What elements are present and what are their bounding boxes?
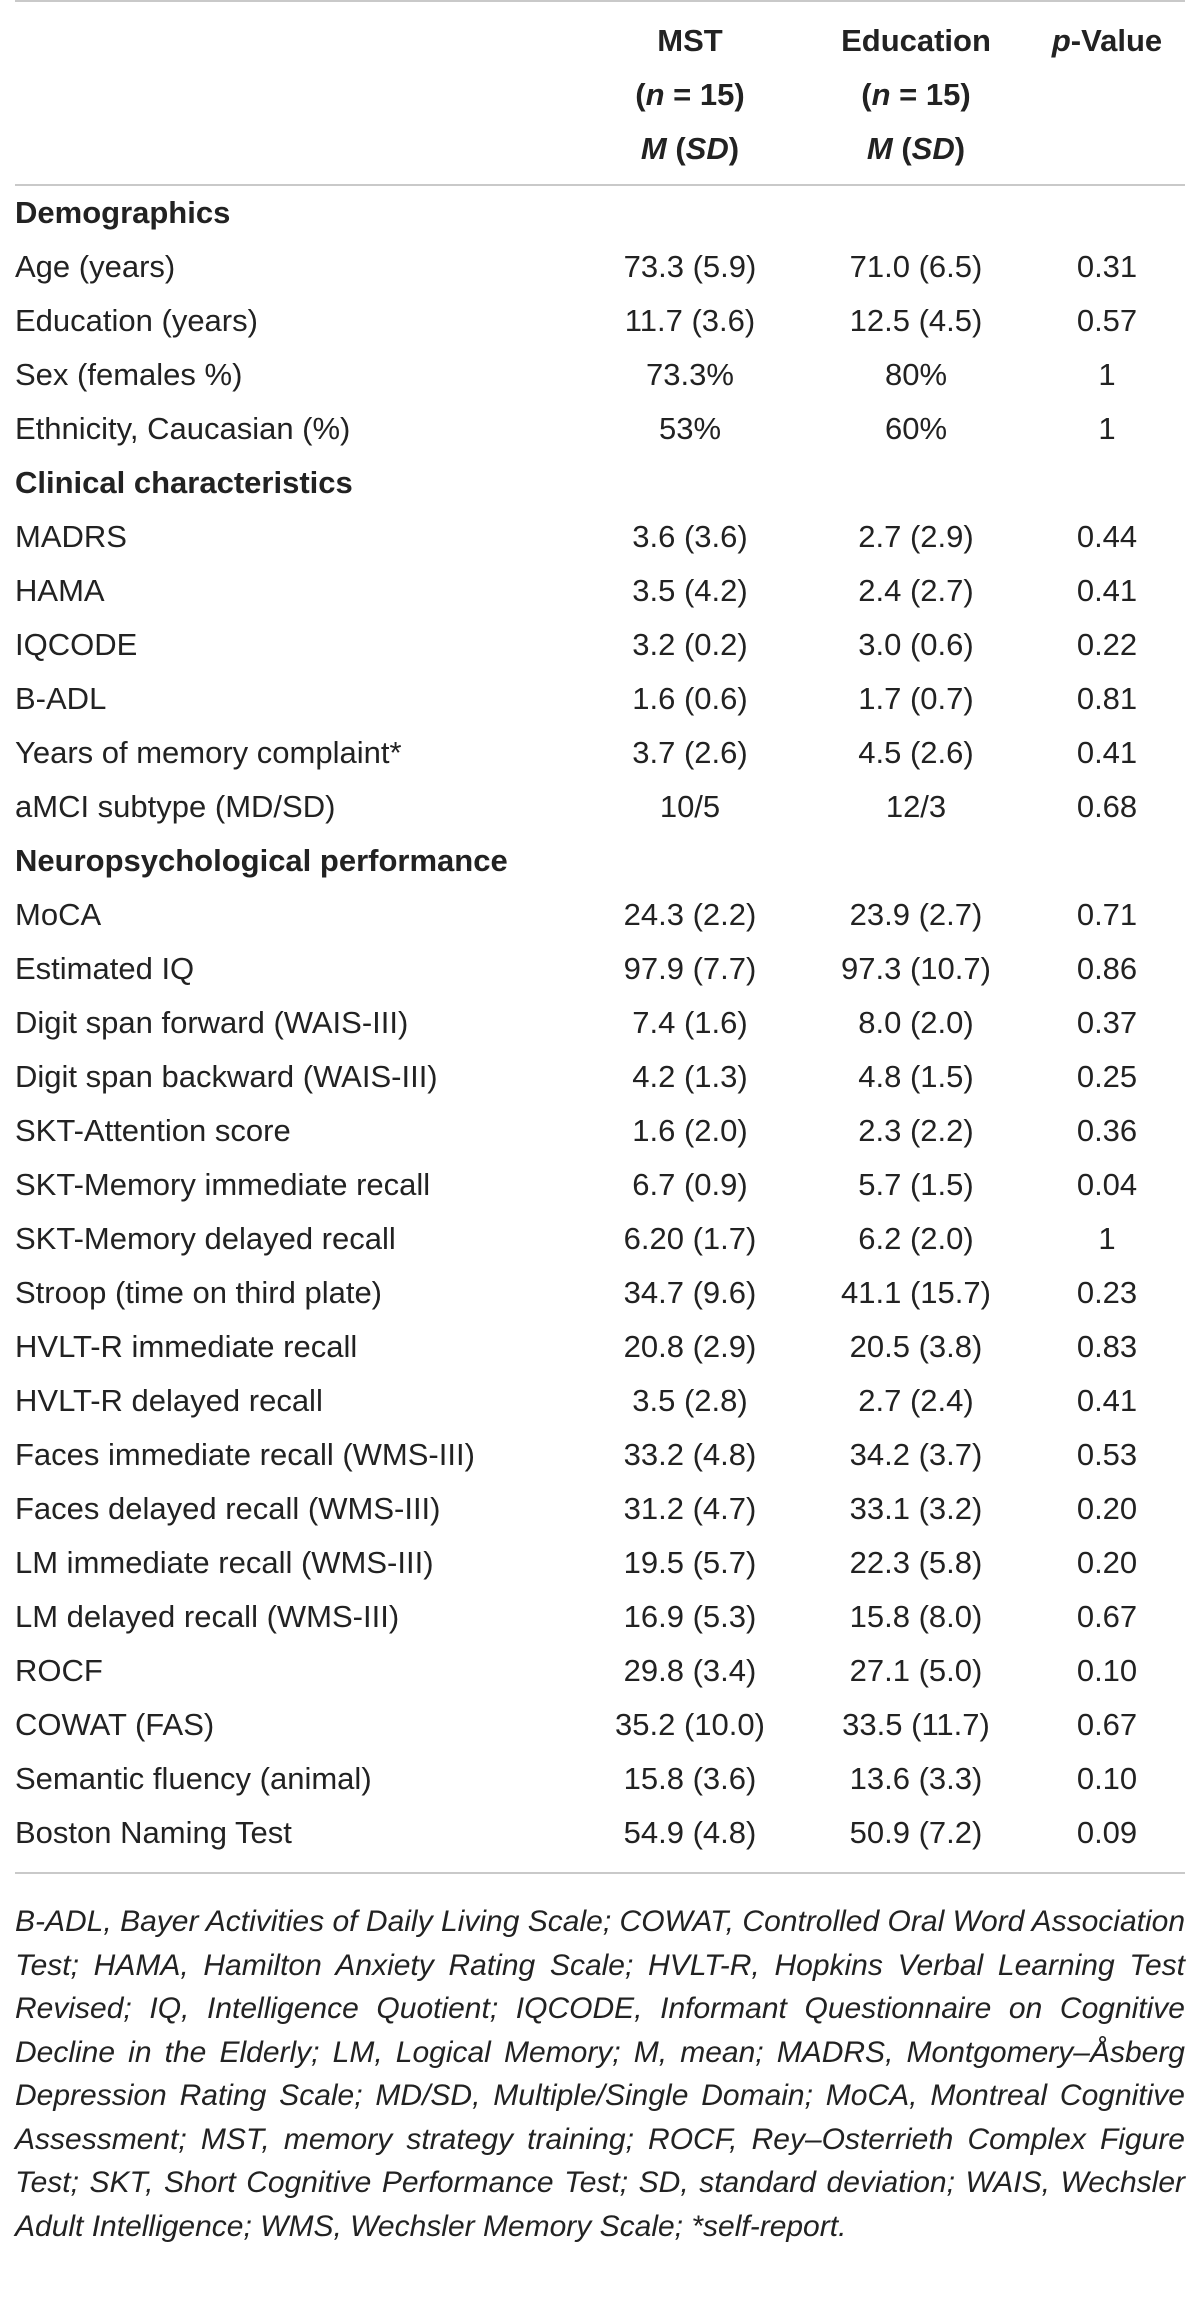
- table-row: [15, 564, 1185, 618]
- row-label: SKT-Attention score: [15, 1113, 291, 1148]
- row-label: HVLT-R delayed recall: [15, 1383, 323, 1418]
- row-label: aMCI subtype (MD/SD): [15, 789, 336, 824]
- table-header: [15, 1, 1185, 185]
- row-label: MoCA: [15, 897, 102, 932]
- mst-value: 31.2 (4.7): [623, 1491, 757, 1526]
- table-row: [15, 1806, 1185, 1860]
- education-value: 13.6 (3.3): [849, 1761, 983, 1796]
- table-row: [15, 888, 1185, 942]
- header-education-stat: M (SD): [866, 131, 966, 166]
- header-blank: [15, 14, 577, 68]
- table-row: [15, 240, 1185, 294]
- mst-value: 1.6 (2.0): [632, 1113, 748, 1148]
- header-mst-stat: M (SD): [640, 131, 740, 166]
- p-value: 0.57: [1076, 303, 1138, 338]
- row-label: Faces delayed recall (WMS-III): [15, 1491, 441, 1526]
- table-row: [15, 1590, 1185, 1644]
- header-p-value: p-Value: [1051, 23, 1163, 58]
- p-value: 0.36: [1076, 1113, 1138, 1148]
- p-value: 1: [1098, 357, 1116, 392]
- p-value: 0.41: [1076, 573, 1138, 608]
- education-value: 2.4 (2.7): [858, 573, 974, 608]
- row-label: SKT-Memory delayed recall: [15, 1221, 396, 1256]
- p-value: 0.37: [1076, 1005, 1138, 1040]
- p-value: 0.44: [1076, 519, 1138, 554]
- table-row: [15, 1644, 1185, 1698]
- education-value: 2.7 (2.9): [858, 519, 974, 554]
- education-value: 22.3 (5.8): [849, 1545, 983, 1580]
- p-value: 0.41: [1076, 1383, 1138, 1418]
- table-row: [15, 942, 1185, 996]
- table-row: [15, 510, 1185, 564]
- education-value: 50.9 (7.2): [849, 1815, 983, 1850]
- row-label: SKT-Memory immediate recall: [15, 1167, 431, 1202]
- p-value: 1: [1098, 411, 1116, 446]
- row-label: Stroop (time on third plate): [15, 1275, 383, 1310]
- row-label: Semantic fluency (animal): [15, 1761, 372, 1796]
- row-label: Faces immediate recall (WMS-III): [15, 1437, 475, 1472]
- table-row: [15, 1212, 1185, 1266]
- mst-value: 7.4 (1.6): [632, 1005, 748, 1040]
- p-value: 1: [1098, 1221, 1116, 1256]
- table-row: [15, 1428, 1185, 1482]
- p-value: 0.04: [1076, 1167, 1138, 1202]
- table-row: [15, 1266, 1185, 1320]
- education-value: 27.1 (5.0): [849, 1653, 983, 1688]
- education-value: 2.7 (2.4): [858, 1383, 974, 1418]
- mst-value: 54.9 (4.8): [623, 1815, 757, 1850]
- table-row: [15, 1482, 1185, 1536]
- mst-value: 24.3 (2.2): [623, 897, 757, 932]
- row-label: LM delayed recall (WMS-III): [15, 1599, 400, 1634]
- row-label: Ethnicity, Caucasian (%): [15, 411, 351, 446]
- education-value: 5.7 (1.5): [858, 1167, 974, 1202]
- section-header-row: [15, 834, 1185, 888]
- section-header-row: [15, 456, 1185, 510]
- p-value: 0.20: [1076, 1545, 1138, 1580]
- p-value: 0.86: [1076, 951, 1138, 986]
- p-value: 0.67: [1076, 1599, 1138, 1634]
- education-value: 15.8 (8.0): [849, 1599, 983, 1634]
- row-label: LM immediate recall (WMS-III): [15, 1545, 434, 1580]
- mst-value: 3.7 (2.6): [632, 735, 748, 770]
- mst-value: 3.6 (3.6): [632, 519, 748, 554]
- education-value: 33.5 (11.7): [842, 1707, 990, 1742]
- p-value: 0.23: [1076, 1275, 1138, 1310]
- row-label: Digit span backward (WAIS-III): [15, 1059, 438, 1094]
- table-footnote: B-ADL, Bayer Activities of Daily Living Scale; COWAT, Controlled Oral Word Association Test; HAMA, Hamilton Anxiety Rating Scale; HVLT-R, Hopkins Verbal Learning Test Revised; IQ, Intelligence Quotient; IQCODE, Informant Questionnaire on Cognitive Decline in the Elderly; LM, Logical Memory; M, mean; MADRS, Montgomery–Åsberg Depression Rating Scale; MD/SD, Multiple/Single Domain; MoCA, Montreal Cognitive Assessment; MST, memory strategy training; ROCF, Rey–Osterrieth Complex Figure Test; SKT, Short Cognitive Performance Test; SD, standard deviation; WAIS, Wechsler Adult Intelligence; WMS, Wechsler Memory Scale; *self-report.: [15, 1905, 1185, 2243]
- row-label: B-ADL: [15, 681, 107, 716]
- mst-value: 15.8 (3.6): [623, 1761, 757, 1796]
- education-value: 60%: [884, 411, 948, 446]
- education-value: 41.1 (15.7): [841, 1275, 991, 1310]
- section-header-row: [15, 185, 1185, 240]
- table-row: [15, 1050, 1185, 1104]
- header-education: Education: [841, 23, 991, 58]
- mst-value: 4.2 (1.3): [632, 1059, 748, 1094]
- education-value: 12.5 (4.5): [849, 303, 983, 338]
- table-row: [15, 780, 1185, 834]
- p-value: 0.10: [1076, 1653, 1138, 1688]
- table-row: [15, 1320, 1185, 1374]
- education-value: 23.9 (2.7): [849, 897, 983, 932]
- row-label: Age (years): [15, 249, 176, 284]
- education-value: 20.5 (3.8): [849, 1329, 983, 1364]
- education-value: 80%: [884, 357, 948, 392]
- row-label: Years of memory complaint*: [15, 735, 402, 770]
- mst-value: 20.8 (2.9): [623, 1329, 757, 1364]
- table-row: [15, 1158, 1185, 1212]
- row-label: IQCODE: [15, 627, 138, 662]
- table-row: [15, 618, 1185, 672]
- mst-value: 97.9 (7.7): [623, 951, 757, 986]
- education-value: 3.0 (0.6): [858, 627, 974, 662]
- education-value: 71.0 (6.5): [849, 249, 983, 284]
- mst-value: 11.7 (3.6): [624, 303, 756, 338]
- row-label: ROCF: [15, 1653, 103, 1688]
- row-label: Digit span forward (WAIS-III): [15, 1005, 409, 1040]
- p-value: 0.83: [1076, 1329, 1138, 1364]
- table-row: [15, 726, 1185, 780]
- table-row: [15, 996, 1185, 1050]
- education-value: 2.3 (2.2): [858, 1113, 974, 1148]
- p-value: 0.25: [1076, 1059, 1138, 1094]
- table-row: [15, 1536, 1185, 1590]
- p-value: 0.68: [1076, 789, 1138, 824]
- table-row: [15, 672, 1185, 726]
- table-row: [15, 1698, 1185, 1752]
- education-value: 4.5 (2.6): [858, 735, 974, 770]
- education-value: 97.3 (10.7): [841, 951, 991, 986]
- mst-value: 73.3 (5.9): [623, 249, 757, 284]
- characteristics-table: [15, 0, 1185, 1874]
- p-value: 0.10: [1076, 1761, 1138, 1796]
- p-value: 0.71: [1076, 897, 1138, 932]
- p-value: 0.09: [1076, 1815, 1138, 1850]
- row-label: COWAT (FAS): [15, 1707, 215, 1742]
- mst-value: 3.5 (2.8): [632, 1383, 748, 1418]
- p-value: 0.31: [1076, 249, 1138, 284]
- p-value: 0.41: [1076, 735, 1138, 770]
- mst-value: 33.2 (4.8): [623, 1437, 757, 1472]
- mst-value: 3.5 (4.2): [632, 573, 748, 608]
- row-label: Sex (females %): [15, 357, 243, 392]
- education-value: 6.2 (2.0): [858, 1221, 974, 1256]
- row-label: MADRS: [15, 519, 127, 554]
- mst-value: 19.5 (5.7): [623, 1545, 757, 1580]
- p-value: 0.22: [1076, 627, 1138, 662]
- table-row: [15, 402, 1185, 456]
- table-row: [15, 1104, 1185, 1158]
- row-label: Boston Naming Test: [15, 1815, 292, 1850]
- mst-value: 73.3%: [646, 357, 734, 392]
- p-value: 0.53: [1076, 1437, 1138, 1472]
- mst-value: 1.6 (0.6): [632, 681, 748, 716]
- row-label: Education (years): [15, 303, 258, 338]
- header-education-n: (n = 15): [861, 77, 971, 112]
- p-value: 0.81: [1076, 681, 1138, 716]
- education-value: 8.0 (2.0): [858, 1005, 974, 1040]
- table-row: [15, 348, 1185, 402]
- mst-value: 29.8 (3.4): [623, 1653, 757, 1688]
- education-value: 34.2 (3.7): [849, 1437, 983, 1472]
- row-label: HVLT-R immediate recall: [15, 1329, 358, 1364]
- table-body: [15, 185, 1185, 1860]
- mst-value: 3.2 (0.2): [632, 627, 748, 662]
- header-mst: MST: [657, 23, 723, 58]
- education-value: 12/3: [885, 789, 947, 824]
- p-value: 0.20: [1076, 1491, 1138, 1526]
- row-label: Estimated IQ: [15, 951, 195, 986]
- table-row: [15, 1752, 1185, 1806]
- table-row: [15, 1374, 1185, 1428]
- section-title: Demographics: [15, 195, 231, 230]
- mst-value: 6.20 (1.7): [623, 1221, 757, 1256]
- education-value: 33.1 (3.2): [849, 1491, 983, 1526]
- header-mst-n: (n = 15): [635, 77, 745, 112]
- mst-value: 16.9 (5.3): [623, 1599, 757, 1634]
- education-value: 4.8 (1.5): [858, 1059, 974, 1094]
- education-value: 1.7 (0.7): [858, 681, 974, 716]
- mst-value: 53%: [658, 411, 722, 446]
- mst-value: 34.7 (9.6): [623, 1275, 757, 1310]
- section-title: Clinical characteristics: [15, 465, 353, 500]
- row-label: HAMA: [15, 573, 105, 608]
- mst-value: 6.7 (0.9): [632, 1167, 748, 1202]
- p-value: 0.67: [1076, 1707, 1138, 1742]
- mst-value: 10/5: [659, 789, 721, 824]
- section-title: Neuropsychological performance: [15, 843, 508, 878]
- mst-value: 35.2 (10.0): [615, 1707, 765, 1742]
- table-row: [15, 294, 1185, 348]
